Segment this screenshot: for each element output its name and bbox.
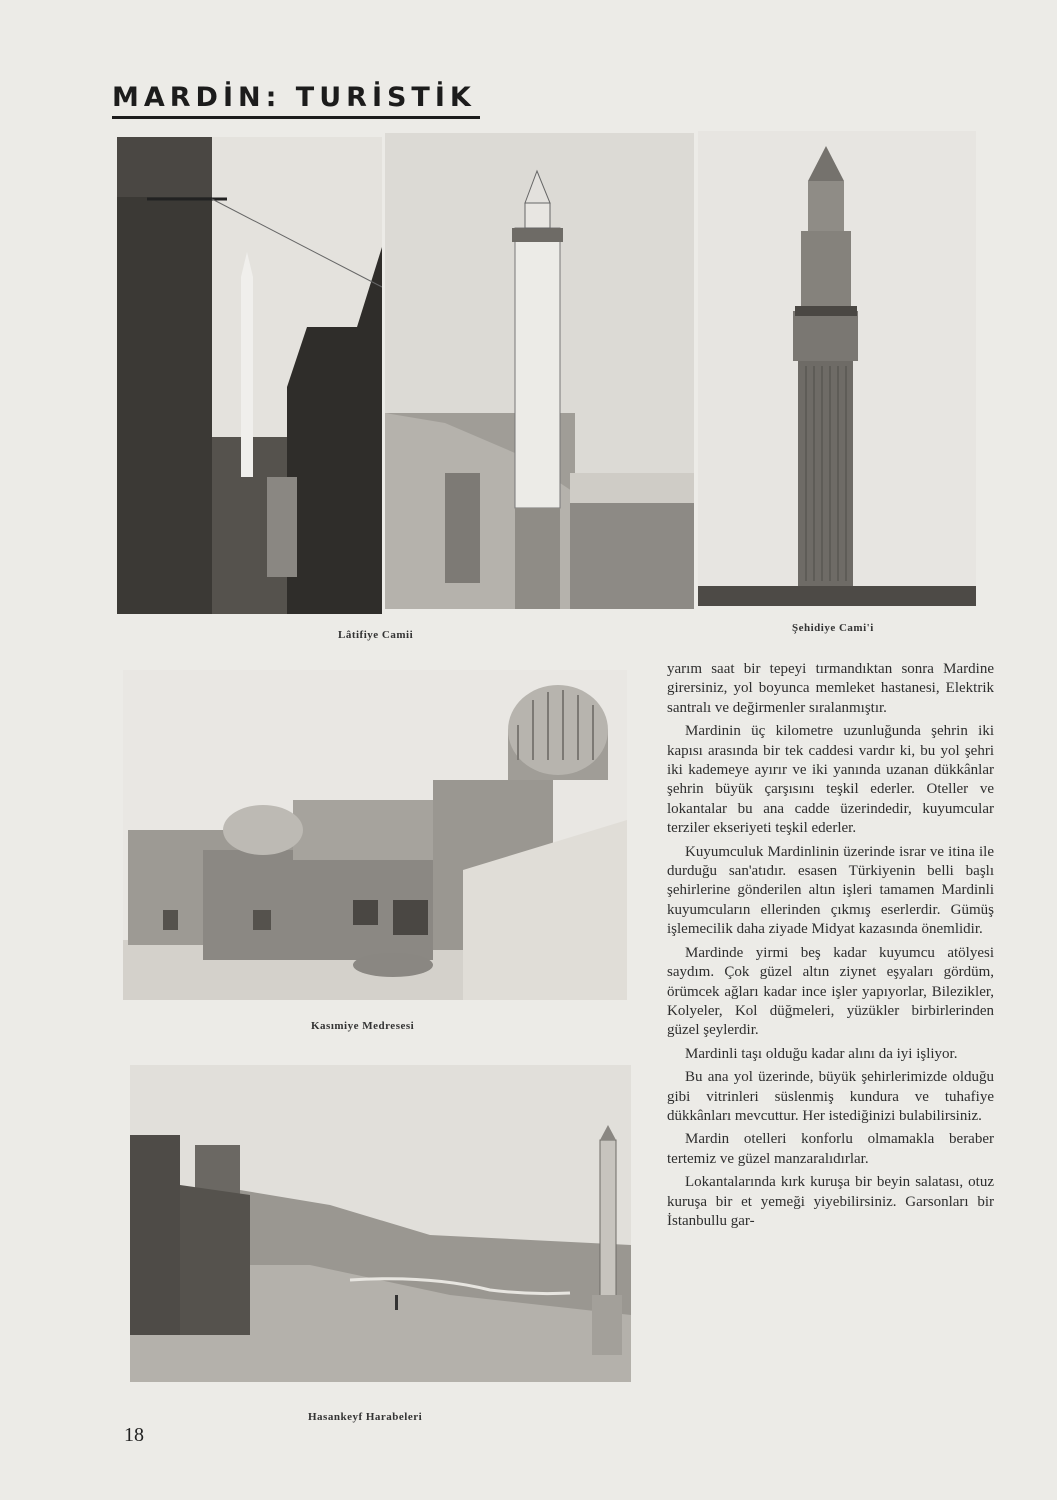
photo-latifiye-alley	[117, 137, 382, 614]
photo-hasankeyf-ruins	[130, 1065, 631, 1382]
caption-latifiye: Lâtifiye Camii	[338, 629, 414, 641]
article-paragraph: Mardinli taşı olduğu kadar alını da iyi işliyor.	[685, 1045, 958, 1062]
photo-latifiye-minaret	[385, 133, 694, 609]
article-paragraph: Mardinde yirmi beş kadar kuyumcu atölyesi saydım. Çok güzel altın ziynet eşyaları gördüm, örümcek ağları kadar ince işler yapıyorlar, Bilezikler, Kolyeler, Kol düğmeleri, yüzükler birbirlerinden güzel şeylerdir.	[667, 944, 994, 1039]
photo-kasimiye-medrese	[123, 670, 627, 1000]
article-body	[667, 660, 994, 1235]
title-underline	[112, 116, 480, 119]
caption-hasankeyf: Hasankeyf Harabeleri	[308, 1411, 423, 1423]
page-number: 18	[124, 1424, 144, 1446]
page-title: MARDİN: TURİSTİK	[112, 82, 476, 113]
article-paragraph: yarım saat bir tepeyi tırmandıktan sonra Mardine girersiniz, yol boyunca memleket hastanesi, Elektrik santralı ve değirmenler sıralanmıştır.	[667, 661, 994, 716]
article-paragraph: Mardin otelleri konforlu olmamakla beraber tertemiz ve güzel manzaralıdırlar.	[667, 1131, 994, 1167]
article-paragraph: Mardinin üç kilometre uzunluğunda şehrin iki kapısı arasında bir tek caddesi vardır ki, bu yol şehri iki kademeye ayırır ve iki yanında uzanan dükkânlar şehrin büyük çarşısını teşkil ederler. Oteller ve lokantalar bu ana cadde üzerindedir, kuyumcular terziler ekseriyeti teşkil ederler.	[667, 723, 994, 837]
article-paragraph: Bu ana yol üzerinde, büyük şehirlerimizde olduğu gibi vitrinleri süslenmiş kundura ve tuhafiye dükkânları mevcuttur. Her istediğinizi bulabilirsiniz.	[667, 1069, 994, 1124]
article-paragraph: Lokantalarında kırk kuruşa bir beyin salatası, otuz kuruşa bir et yemeği yiyebilirsiniz. Garsonları bir İstanbullu gar-	[667, 1174, 994, 1229]
caption-sehidiye: Şehidiye Cami'i	[792, 622, 874, 634]
article-paragraph: Kuyumculuk Mardinlinin üzerinde israr ve itina ile durduğu san'atıdır. esasen Türkiyenin belli başlı şehirlerine gönderilen altın işleri tamamen Mardinli kuyumcuların ellerinden çıkmış eserlerdir. Gümüş işlemecilik daha ziyade Midyat kazasında önemlidir.	[667, 843, 994, 938]
caption-kasimiye: Kasımiye Medresesi	[311, 1020, 415, 1032]
photo-sehidiye-minaret	[698, 131, 976, 606]
